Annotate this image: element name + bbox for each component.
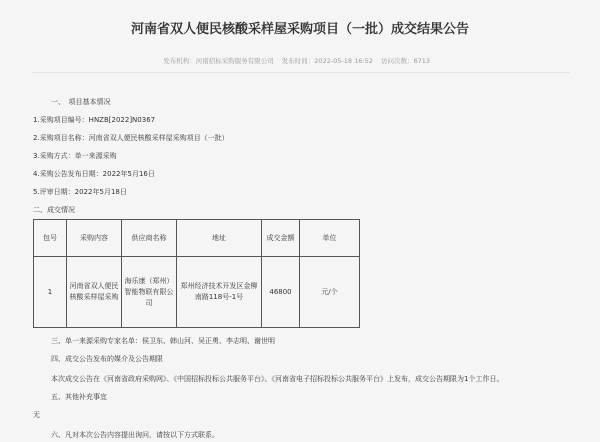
table-cell: 1 — [34, 257, 67, 328]
table-row — [34, 257, 360, 328]
review-date: 5.评审日期：2022年5月18日 — [33, 188, 127, 196]
table-header: 供应商名称 — [122, 220, 177, 257]
table-header: 包号 — [34, 220, 67, 257]
section3-experts: 三、单一来源采购专家名单：侯卫东、韩山河、吴正勇、李志明、谢世明 — [51, 337, 275, 345]
section4-text: 本次成交公告在《河南省政府采购网》、《中国招标投标公共服务平台》、《河南省电子招标投标公共服务平台》上发布，成交公告期限为1个工作日。 — [51, 375, 504, 383]
procurement-method: 3.采购方式：单一来源采购 — [33, 152, 117, 160]
section1-heading: 一、 项目基本情况 — [51, 98, 111, 106]
publish-date: 发布时间：2022-05-18 16:52 — [281, 57, 373, 65]
table-cell: 河南省双人便民核酸采样屋采购 — [67, 257, 122, 328]
view-count: 访问次数：6713 — [380, 57, 430, 65]
publisher-label: 发布机构：河南招标采购服务有限公司 — [163, 57, 274, 65]
project-number: 1.采购项目编号：HNZB[2022]N0367 — [33, 116, 156, 124]
table-header: 采购内容 — [67, 220, 122, 257]
result-table — [33, 219, 360, 328]
section4-heading: 四、成交公告发布的媒介及公告期限 — [51, 355, 163, 363]
table-cell: 郑州经济技术开发区金柳南路118号-1号 — [177, 257, 262, 328]
table-cell: 海乐康（郑州）智能物联有限公司 — [122, 257, 177, 328]
publish-date-line: 4.采购公告发布日期：2022年5月16日 — [33, 170, 155, 178]
section5-heading: 五、其他补充事宜 — [51, 393, 107, 401]
project-name: 2.采购项目名称：河南省双人便民核酸采样屋采购项目（一批） — [33, 134, 229, 142]
table-header: 单位 — [300, 220, 360, 257]
header-divider — [32, 72, 570, 73]
section2-heading: 二、成交情况 — [33, 206, 75, 214]
table-header-row — [34, 220, 360, 257]
section5-text: 无 — [33, 411, 40, 419]
section6-heading: 六、凡对本次公告内容提出询问，请按以下方式联系。 — [51, 431, 219, 439]
table-header: 地址 — [177, 220, 262, 257]
page-title: 河南省双人便民核酸采样屋采购项目（一批）成交结果公告 — [130, 22, 469, 37]
publish-meta — [157, 56, 430, 65]
table-cell: 46800 — [262, 257, 300, 328]
table-header: 成交金额 — [262, 220, 300, 257]
table-cell: 元/个 — [300, 257, 360, 328]
